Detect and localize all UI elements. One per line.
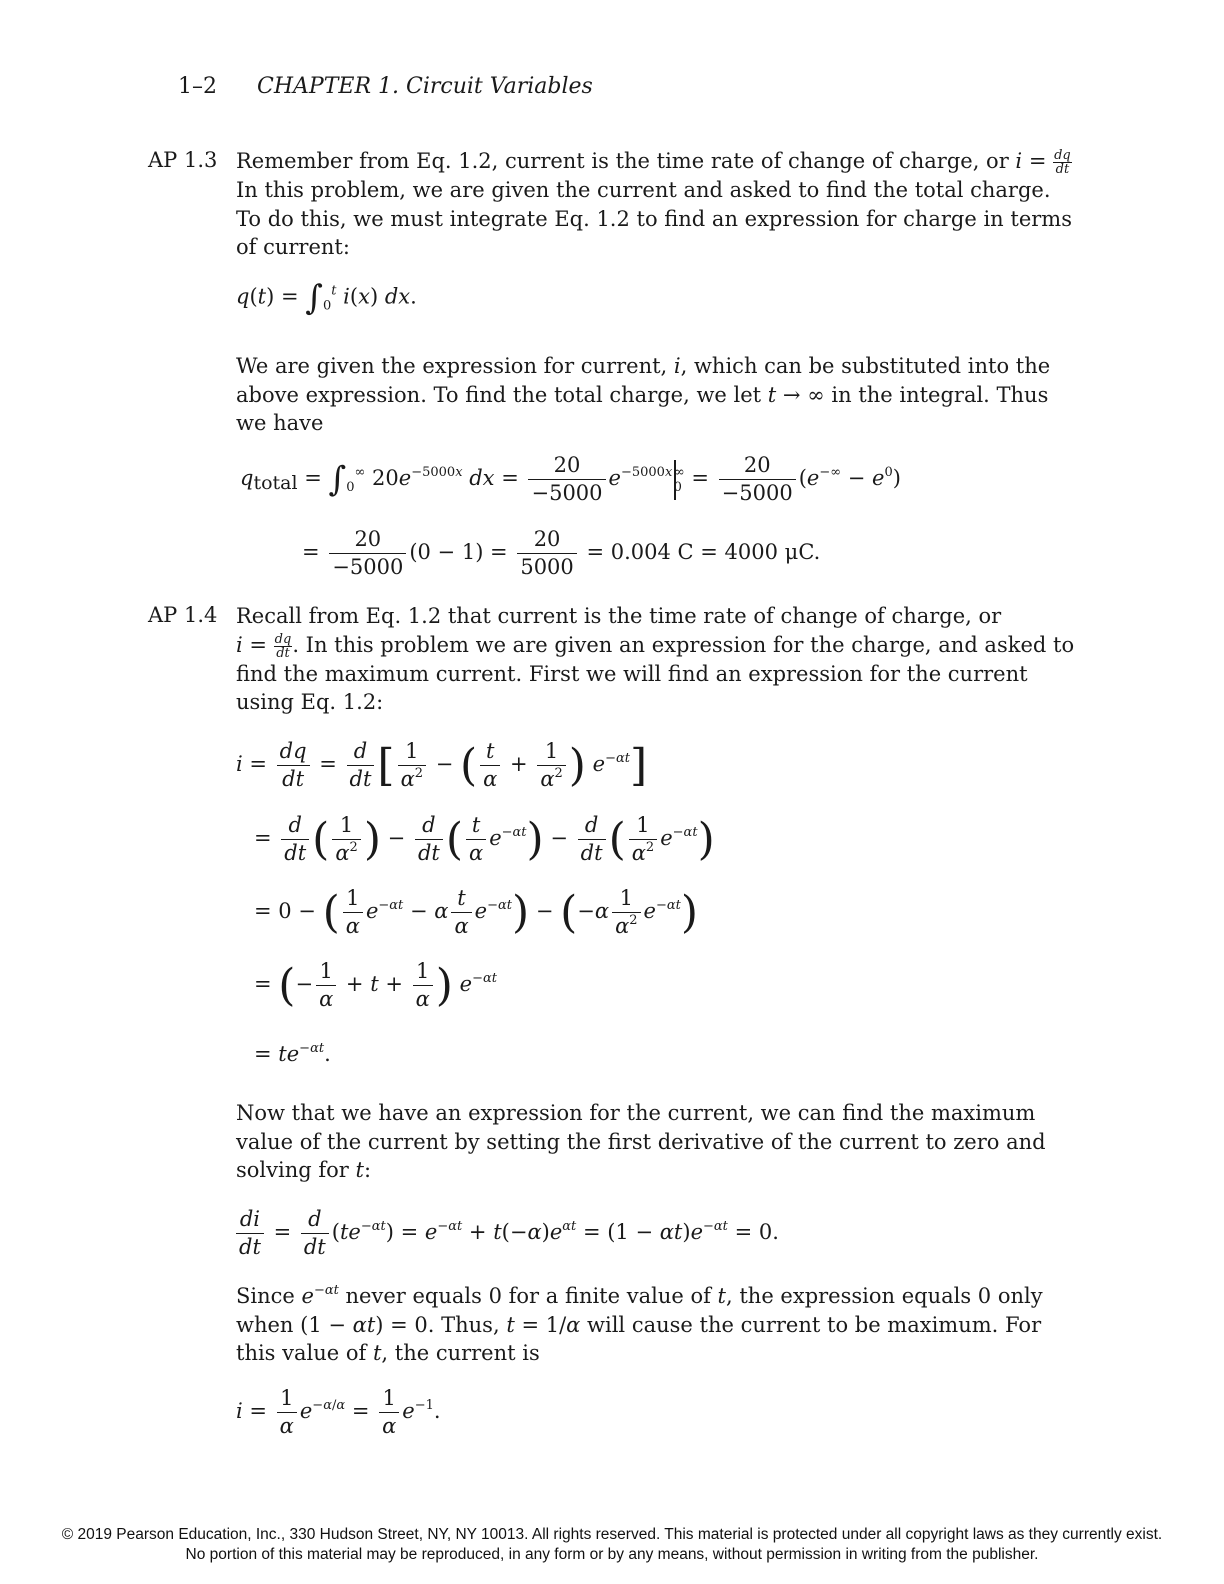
ap14-eq-line-3: = 0 − ( $\frac{1}{\alpha}$ $e^{-\alpha t} - \alpha$ $\frac{t}{\alpha}$ $e^{-\alpha t}) - (-\alpha$ $\frac{1}{\alpha^2}$ $e^{-\alpha t}$) bbox=[254, 886, 699, 938]
footer-copyright: © 2019 Pearson Education, Inc., 330 Hudson Street, NY, NY 10013. All rights reserved. This material is protected under all copyright laws as they currently exist. bbox=[61, 1526, 1163, 1543]
ap14-eq-derivative: $\frac{di}{dt}$ = $\frac{d}{dt}$ $(te^{-\alpha t}) = e^{-\alpha t} + t(-\alpha)e^{\alpha t} = (1 - \alpha t)e^{-\alpha t} = 0$. bbox=[236, 1206, 779, 1261]
ap14-label: AP 1.4 bbox=[148, 603, 218, 627]
ap13-eq-charge-integral: $q(t) = \int_0^t$ i(x) dx. bbox=[236, 278, 417, 318]
ap14-para2-line-3: solving for t: bbox=[236, 1158, 372, 1182]
ap13-line-2: In this problem, we are given the current and asked to find the total charge. bbox=[236, 178, 1051, 202]
ap13-para2-line-1: We are given the expression for current, i, which can be substituted into the bbox=[236, 354, 1051, 378]
ap14-eq-line-2: = $\frac{d}{dt}$ ( $\frac{1}{\alpha^2}$ ) − $\frac{d}{dt}$ ( $\frac{t}{\alpha}$ $e^{-\alpha t}$) − $\frac{d}{dt}$ ( $\frac{1}{\alpha^2}$ $e^{-\alpha t}$) bbox=[254, 813, 715, 865]
ap14-para3-line-2: when (1 − αt) = 0. Thus, t = 1/α will cause the current to be maximum. For bbox=[236, 1312, 1042, 1337]
chapter-title: CHAPTER 1. Circuit Variables bbox=[257, 74, 593, 99]
ap14-para3 bbox=[236, 1282, 1043, 1368]
ap13-line-3: To do this, we must integrate Eq. 1.2 to find an expression for charge in terms bbox=[236, 206, 1072, 231]
ap14-eq-line-1: i = $\frac{dq}{dt}$ = $\frac{d}{dt}$ [ $\frac{1}{\alpha^2}$ − ( $\frac{t}{\alpha}$ + $\frac{1}{\alpha^2}$ ) $e^{-\alpha t}$] bbox=[236, 739, 648, 791]
ap14-line-4: using Eq. 1.2: bbox=[236, 690, 384, 714]
ap14-para3-line-3: this value of t, the current is bbox=[236, 1341, 540, 1365]
ap14-line-1: Recall from Eq. 1.2 that current is the time rate of change of charge, or bbox=[236, 604, 1002, 628]
ap14-para2 bbox=[236, 1099, 1046, 1185]
ap13-intro bbox=[236, 147, 1072, 262]
ap14-line-3: find the maximum current. First we will find an expression for the current bbox=[236, 661, 1028, 686]
ap13-eq-total-1: $q_{total} = \int_0^\infty$ $20e^{-5000x}$ dx = $\frac{20}{-5000}$ $e^{-5000x}_0^\infty$ = $\frac{20}{-5000}$ $(e^{-\infty} - e^0)$ bbox=[240, 453, 901, 505]
ap13-result: = 0.004 C = 4000 μC. bbox=[586, 540, 821, 564]
ap14-intro bbox=[236, 602, 1075, 717]
ap13-para2 bbox=[236, 352, 1051, 438]
ap14-para3-line-1: Since $e^{-\alpha t}$ never equals 0 for a finite value of t, the expression equals 0 only bbox=[236, 1283, 1043, 1308]
ap13-para2-line-2: above expression. To find the total charge, we let t → ∞ in the integral. Thus bbox=[236, 382, 1049, 407]
ap13-line-4: of current: bbox=[236, 235, 350, 259]
ap14-eq-line-4: = (− $\frac{1}{\alpha}$ + t + $\frac{1}{\alpha}$ ) $e^{-\alpha t}$ bbox=[254, 959, 498, 1011]
ap14-line-2: i = $\frac{dq}{dt}$ . In this problem we are given an expression for the charge, and asked to bbox=[236, 631, 1075, 661]
ap14-eq-max-current: i = $\frac{1}{\alpha}$ $e^{-\alpha/\alpha}$ = $\frac{1}{\alpha}$ $e^{-1}$. bbox=[236, 1386, 441, 1438]
page-number: 1–2 bbox=[178, 74, 217, 99]
ap14-para2-line-2: value of the current by setting the first derivative of the current to zero and bbox=[236, 1129, 1046, 1154]
ap13-eq-total-2: = $\frac{20}{-5000}$ (0 − 1) = $\frac{20}{5000}$ = 0.004 C = 4000 μC. bbox=[302, 527, 821, 579]
ap13-label: AP 1.3 bbox=[148, 148, 218, 172]
ap13-para2-line-3: we have bbox=[236, 411, 324, 435]
ap14-eq-line-5: = $te^{-\alpha t}$. bbox=[254, 1041, 331, 1066]
ap14-para2-line-1: Now that we have an expression for the current, we can find the maximum bbox=[236, 1101, 1036, 1125]
footer-permission: No portion of this material may be reproduced, in any form or by any means, without permission in writing from the publisher. bbox=[185, 1546, 1039, 1563]
ap13-line-1: Remember from Eq. 1.2, current is the time rate of change of charge, or i = $\frac{dq}{dt}$ bbox=[236, 148, 1071, 177]
